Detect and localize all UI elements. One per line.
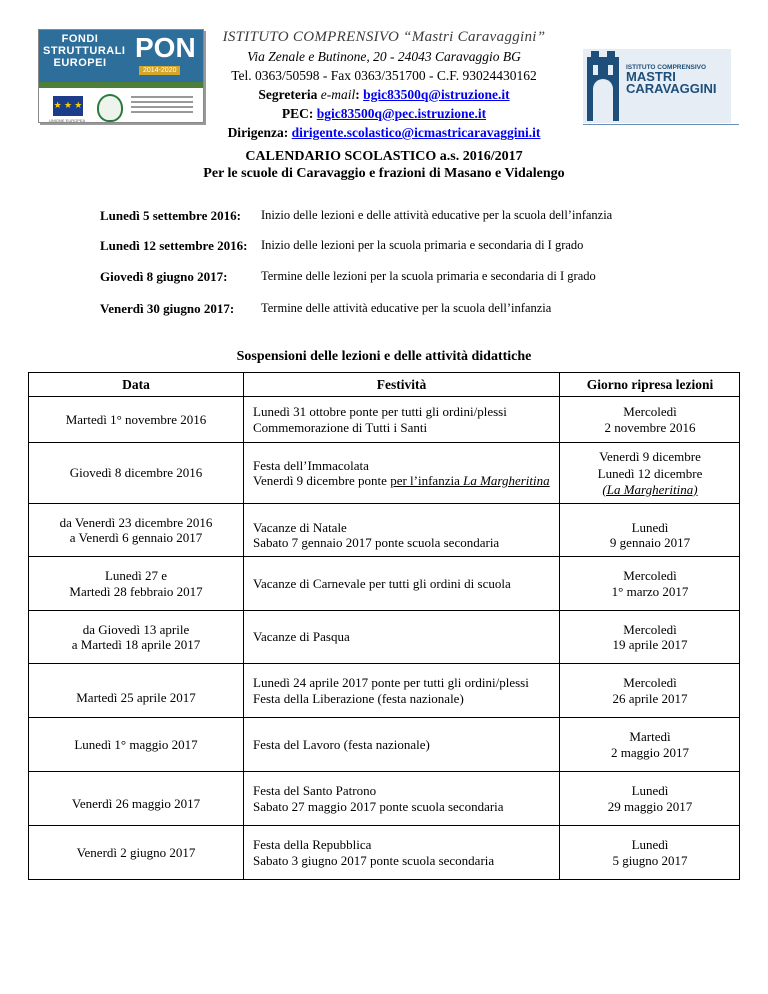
key-date-text: Termine delle attività educative per la scuola dell’infanzia [261,301,552,315]
key-date-text: Inizio delle lezioni per la scuola primaria e secondaria di I grado [261,238,584,252]
table-header-ripresa: Giorno ripresa lezioni [586,377,714,392]
pon-small-print [131,96,193,116]
table-cell-ripresa: Mercoledì 26 aprile 2017 [612,675,688,706]
key-date-label: Lunedì 5 settembre 2016: [100,208,241,223]
school-address: Via Zenale e Butinone, 20 - 24043 Caravaggio BG [247,49,521,64]
key-date-text: Termine delle lezioni per la scuola primaria e secondaria di I grado [261,269,596,283]
fondi-line: FONDI [61,33,99,45]
table-cell-data: Venerdì 2 giugno 2017 [76,844,196,860]
dirigenza-link[interactable]: dirigente.scolastico@icmastricaravaggini.it [291,125,541,140]
table-cell-data: da Venerdì 23 dicembre 2016 a Venerdì 6 gennaio 2017 [59,514,213,545]
table-cell-data: Lunedì 1° maggio 2017 [74,736,198,752]
email-link[interactable]: bgic83500q@istruzione.it [363,87,510,102]
table-cell-festivita: Festa dell’Immacolata Venerdì 9 dicembre ponte per l’infanzia La Margheritina [253,457,550,488]
table-cell-festivita: Vacanze di Pasqua [253,629,350,645]
key-date-text: Inizio delle lezioni e delle attività educative per la scuola dell’infanzia [261,208,613,222]
logo-divider [583,124,739,125]
school-name: ISTITUTO COMPRENSIVO “Mastri Caravaggini” [222,29,546,45]
calendar-subtitle-line: Per le scuole di Caravaggio e frazioni di Masano e Vidalengo [203,166,565,181]
dirigenza-line: Dirigenza: dirigente.scolastico@icmastricaravaggini.it [227,125,541,140]
calendar-title-line: CALENDARIO SCOLASTICO a.s. 2016/2017 [245,149,523,164]
logo-subtitle: ISTITUTO COMPRENSIVO [626,64,707,71]
table-cell-festivita: Festa della Repubblica Sabato 3 giugno 2017 ponte scuola secondaria [253,837,495,868]
key-date-label: Venerdì 30 giugno 2017: [100,301,235,316]
table-cell-festivita: Lunedì 24 aprile 2017 ponte per tutti gli ordini/plessi Festa della Liberazione (festa nazionale) [253,675,529,706]
pon-strip [39,82,203,88]
key-date-label: Giovedì 8 giugno 2017: [100,269,228,284]
table-cell-data: Venerdì 26 maggio 2017 [71,795,201,811]
table-cell-ripresa: Lunedì 5 giugno 2017 [612,837,688,868]
pon-fse-logo [38,29,204,123]
pec-link[interactable]: bgic83500q@pec.istruzione.it [316,106,487,121]
segreteria-line: Segreteria e-mail: bgic83500q@istruzione.it [258,87,510,102]
table-cell-ripresa: Mercoledì 2 novembre 2016 [604,404,696,435]
fondi-line: EUROPEI [53,57,107,69]
table-header-data: Data [122,377,150,392]
table-cell-festivita: Festa del Lavoro (festa nazionale) [253,736,430,752]
calendar-title [0,148,768,182]
table-cell-data: Martedì 25 aprile 2017 [76,689,196,705]
table-cell-ripresa: Martedì 2 maggio 2017 [611,729,689,760]
school-letterhead [210,28,558,142]
eu-flag-icon: ★ ★ ★ [53,96,83,116]
table-cell-ripresa: Lunedì 29 maggio 2017 [607,783,693,814]
pec-line: PEC: bgic83500q@pec.istruzione.it [281,106,487,121]
table-cell-data: Giovedì 8 dicembre 2016 [69,465,203,481]
pon-years-badge: 2014-2020 [139,66,180,75]
table-cell-festivita: Vacanze di Natale Sabato 7 gennaio 2017 ponte scuola secondaria [253,519,500,550]
fondi-line: STRUTTURALI [43,45,126,57]
sospensioni-title: Sospensioni delle lezioni e delle attività didattiche [236,349,532,364]
table-cell-data: da Giovedì 13 aprile a Martedì 18 aprile 2017 [71,621,201,652]
sospensioni-table [28,372,740,880]
fondi-strutturali-text [43,33,126,69]
table-cell-ripresa: Mercoledì 1° marzo 2017 [611,568,689,599]
logo-name-line: CARAVAGGINI [626,81,717,96]
table-cell-data: Martedì 1° novembre 2016 [65,411,207,427]
italian-emblem-icon [97,94,123,122]
school-phone: Tel. 0363/50598 - Fax 0363/351700 - C.F. 93024430162 [231,68,537,83]
table-cell-festivita: Festa del Santo Patrono Sabato 27 maggio 2017 ponte scuola secondaria [253,783,504,814]
table-cell-ripresa: Venerdì 9 dicembre Lunedì 12 dicembre (La Margheritina) [597,449,703,497]
logo-name-line: MASTRI [626,69,676,84]
table-cell-festivita: Lunedì 31 ottobre ponte per tutti gli ordini/plessi Commemorazione di Tutti i Santi [253,404,507,435]
table-cell-data: Lunedì 27 e Martedì 28 febbraio 2017 [69,568,203,599]
table-cell-ripresa: Lunedì 9 gennaio 2017 [609,519,691,550]
table-header-festivita: Festività [376,377,427,392]
table-cell-ripresa: Mercoledì 19 aprile 2017 [612,621,688,652]
key-date-label: Lunedì 12 settembre 2016: [100,238,248,253]
table-cell-festivita: Vacanze di Carnevale per tutti gli ordini di scuola [253,575,511,591]
pon-wordmark: PON [135,32,196,63]
logo-name [626,71,736,95]
ue-caption: UNIONE EUROPEA [49,118,86,123]
